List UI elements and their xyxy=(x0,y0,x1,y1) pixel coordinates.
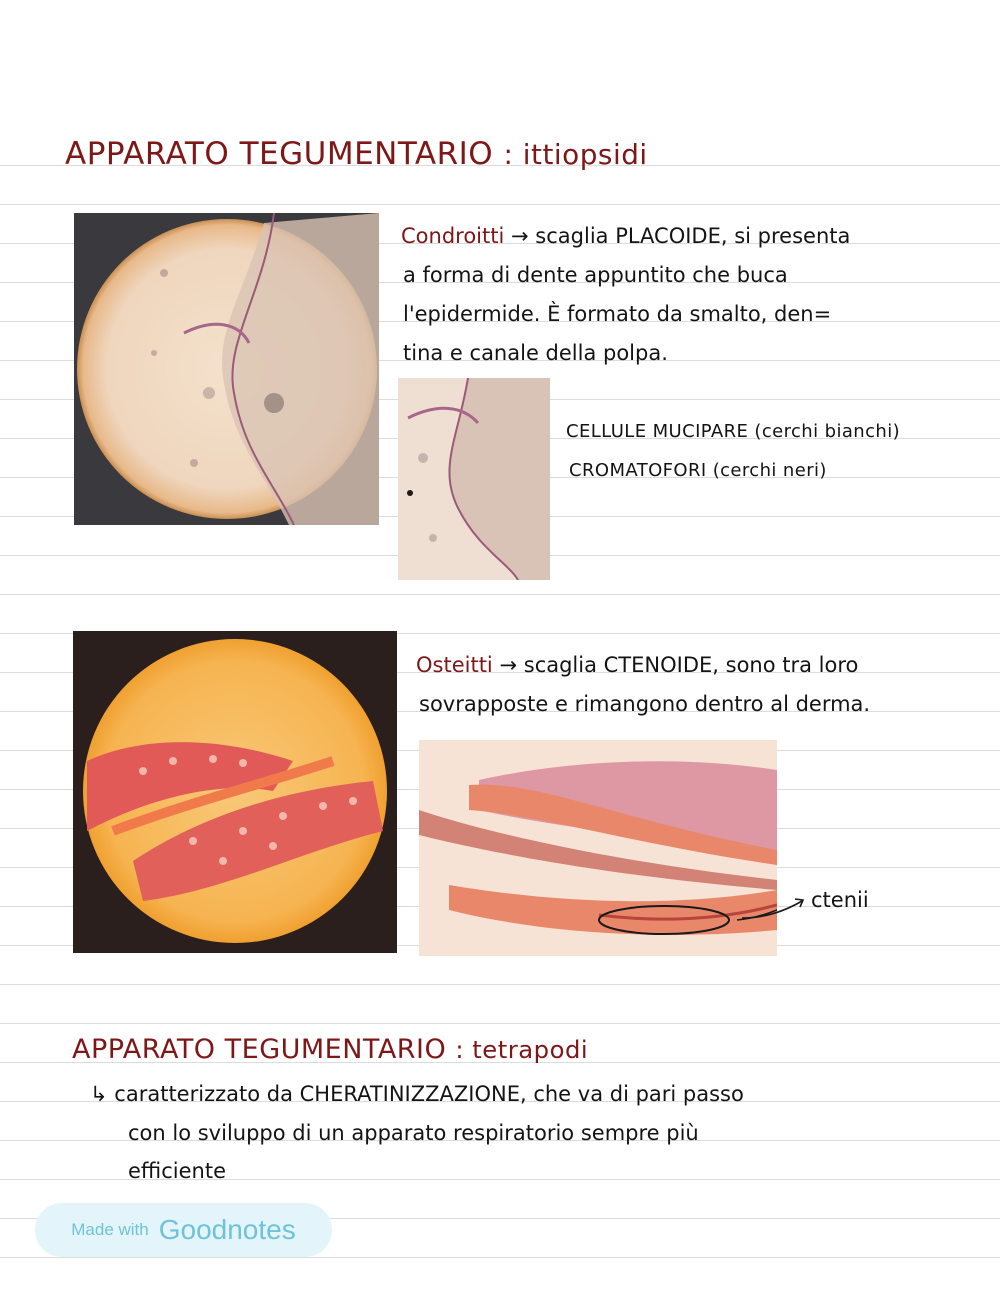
section-title-tetrapodi xyxy=(72,1034,588,1065)
section-title-ittiopsidi xyxy=(65,136,648,172)
goodnotes-badge[interactable] xyxy=(35,1203,332,1257)
annotation-cromatofori: CROMATOFORI (cerchi neri) xyxy=(569,460,827,481)
condroitti-line-4: tina e canale della polpa. xyxy=(403,341,668,365)
micrograph-placoid-detail xyxy=(398,378,550,580)
osteitti-line-2: sovrapposte e rimangono dentro al derma. xyxy=(419,692,871,716)
ctenii-arrow-icon xyxy=(740,893,810,923)
arrow-icon: → xyxy=(499,653,518,677)
title-main: APPARATO TEGUMENTARIO xyxy=(65,136,494,172)
condroitti-line-1 xyxy=(401,217,850,256)
annotation-cellule-mucipare: CELLULE MUCIPARE (cerchi bianchi) xyxy=(566,421,901,442)
osteitti-text-1: scaglia CTENOIDE, sono tra loro xyxy=(523,653,859,677)
tetrapodi-line-2: con lo sviluppo di un apparato respiratorio sempre più xyxy=(128,1121,699,1145)
bullet-arrow-icon: ↳ xyxy=(90,1082,108,1106)
arrow-icon: → xyxy=(511,224,529,248)
ctenii-label: ctenii xyxy=(811,888,869,912)
title-main: APPARATO TEGUMENTARIO xyxy=(72,1034,447,1065)
condroitti-text-1: scaglia PLACOIDE, si presenta xyxy=(535,224,851,248)
badge-made-with: Made with xyxy=(71,1220,149,1239)
condroitti-line-2: a forma di dente appuntito che buca xyxy=(403,263,788,287)
micrograph-ctenoid-circle xyxy=(73,631,397,953)
tetrapodi-line-1 xyxy=(90,1075,744,1114)
osteitti-line-1 xyxy=(416,646,858,685)
title-sub: : ittiopsidi xyxy=(503,138,648,171)
tetrapodi-line-3: efficiente xyxy=(128,1159,226,1183)
tetrapodi-text-1: caratterizzato da CHERATINIZZAZIONE, che va di pari passo xyxy=(114,1082,744,1106)
condroitti-term: Condroitti xyxy=(401,224,505,248)
badge-brand: Goodnotes xyxy=(158,1214,296,1245)
title-sub: : tetrapodi xyxy=(455,1035,589,1064)
micrograph-ctenoid-detail xyxy=(419,740,777,956)
osteitti-term: Osteitti xyxy=(416,653,493,677)
condroitti-line-3: l'epidermide. È formato da smalto, den= xyxy=(403,302,832,326)
micrograph-placoid-circle xyxy=(74,213,379,525)
